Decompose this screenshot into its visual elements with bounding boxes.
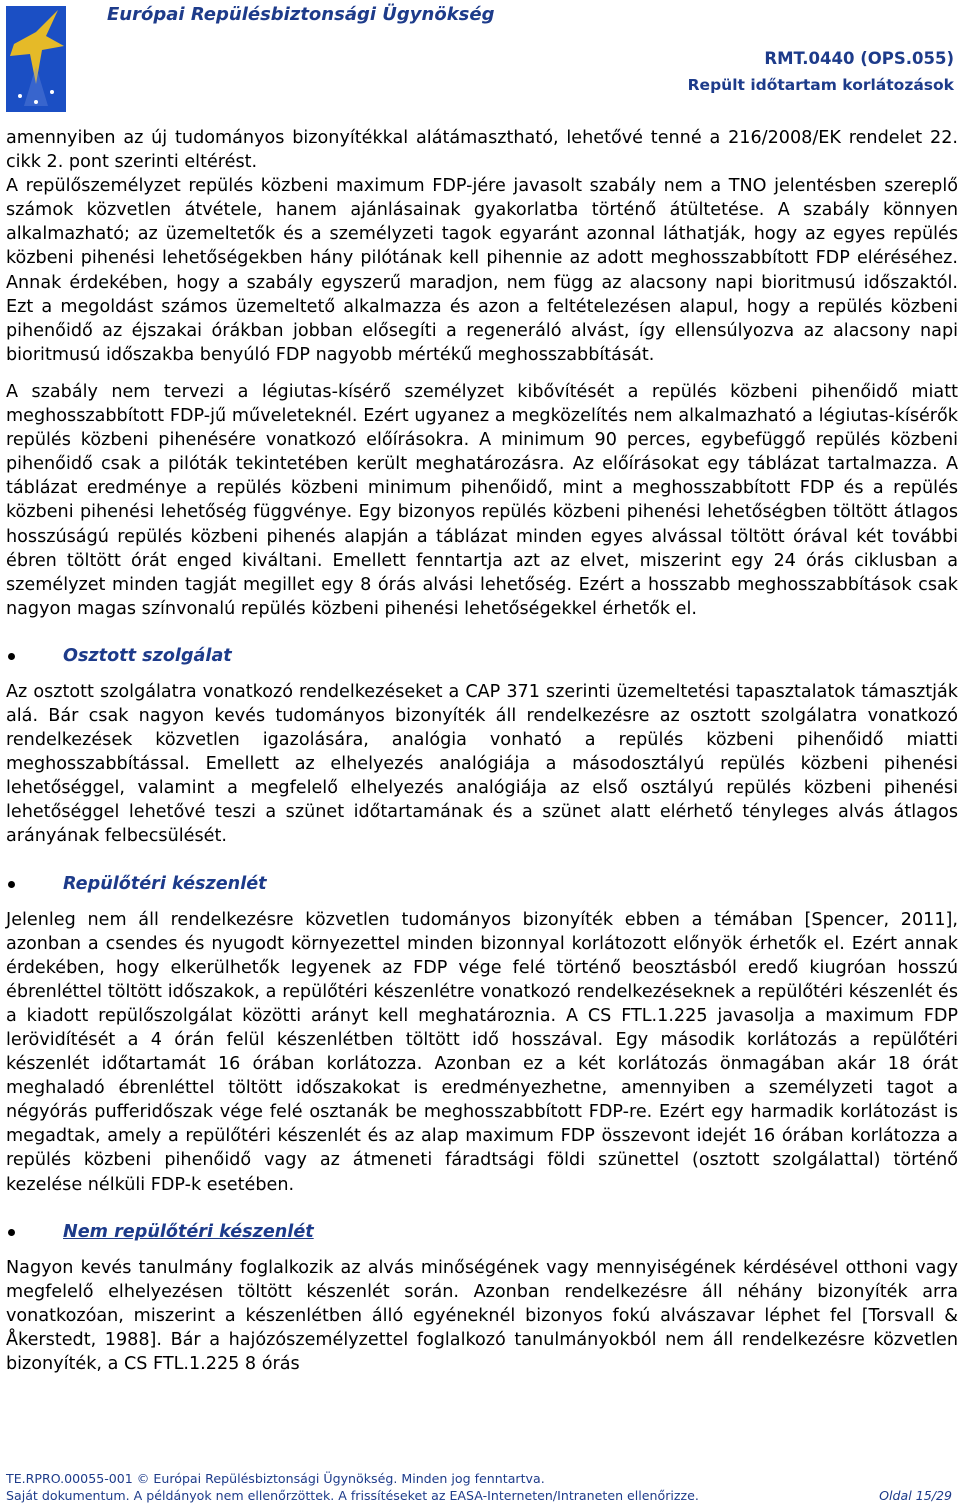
page-footer — [6, 1470, 952, 1504]
logo-star-icon — [6, 6, 66, 112]
document-subtitle: Repült időtartam korlátozások — [687, 76, 954, 94]
section-heading — [6, 872, 958, 896]
paragraph: A szabály nem tervezi a légiutas-kísérő személyzet kibővítését a repülés közbeni pihenőidő miatt meghosszabbított FDP-jű műveleteknél. Ezért ugyanez a megközelítés nem alkalmazható a légiutas-kísérők repülés közbeni pihenésére vonatkozó előírásokra. A minimum 90 perces, egybefüggő repülés közbeni pihenőidő csak a pilóták tekintetében került meghatározásra. Az előírásokat egy táblázat tartalmazza. A táblázat eredménye a repülés közbeni minimum pihenőidő, mint a meghosszabbított FDP és a repülés közbeni pihenési lehetőség függvénye. Egy bizonyos repülés közbeni pihenési lehetőségben töltött átlagos hosszúságú repülés közbeni pihenés alapján a táblázat minden egyes alvással töltött órával két további ébren töltött órát enged kiváltani. Emellett fenntartja azt az elvet, miszerint egy 24 órás ciklusban a személyzet minden tagját megillet egy 8 órás alvási lehetőség. Ezért a hosszabb meghosszabbítások csak nagyon magas színvonalú repülés közbeni pihenési lehetőségekkel érhetők el. — [6, 381, 958, 619]
bullet-icon — [8, 881, 15, 888]
bullet-icon — [8, 1229, 15, 1236]
page-number: Oldal 15/29 — [879, 1488, 952, 1503]
paragraph: amennyiben az új tudományos bizonyítékkal alátámasztható, lehetővé tenné a 216/2008/EK rendelet 22. cikk 2. pont szerinti eltérést. — [6, 128, 958, 173]
paragraph: Jelenleg nem áll rendelkezésre közvetlen tudományos bizonyíték ebben a témában [Spencer, 2011], azonban a csendes és nyugodt környezettel minden bizonnyal korlátozott előnyök érhetők el. Ezért annak érdekében, hogy elkerülhetők legyenek az FDP vége felé történő beosztásból eredő kiugróan hosszú ébrenléttel töltött időszakok, a repülőtéri készenlétre vonatkozó rendelkezéseknek a repülőtéri készenlét és a kiadott repülőszolgálat közötti arányt kell meghatározniа. A CS FTL.1.225 javasolja a maximum FDP lerövidítését a 4 órán felül készenlétben töltött idő hosszával. Egy második korlátozás a repülőtéri készenlét időtartamát 16 órában korlátozza. Azonban ez a két korlátozás önmagában akár 18 órát meghaladó ébrenléttel töltött időszakokat is eredményezhetne, amennyiben a személyzeti tagot a négyórás pufferidőszak vége felé osztanák be meghosszabbított FDP-re. Ezért egy harmadik korlátozást is megadtak, amely a repülőtéri készenlét és az alap maximum FDP összevont idejét 16 órában korlátozza a repülés közbeni pihenőidő vagy az átmeneti fáradtsági földi szünettel (osztott szolgálattal) történő kezelése nélküli FDP-k esetében. — [6, 909, 958, 1195]
section-heading — [6, 644, 958, 668]
section-heading-text: Osztott szolgálat — [63, 645, 232, 666]
section-heading-text: Nem repülőtéri készenlét — [63, 1221, 314, 1242]
document-code-prefix: RMT. — [764, 49, 809, 68]
copyright-line: TE.RPRO.00055-001 © Európai Repülésbiztonsági Ügynökség. Minden jog fenntartva. — [6, 1471, 545, 1486]
document-body — [6, 126, 958, 1376]
paragraph: Nagyon kevés tanulmány foglalkozik az alvás minőségének vagy mennyiségének kérdésével otthoni vagy megfelelő elhelyezésen töltött készenlét során. Azonban rendelkezésre áll néhány bizonyíték arra vonatkozóan, miszerint a készenlétben álló egyéneknél bizonyos fokú alvászavar léphet fel [Torsvall & Åkerstedt, 1988]. Bár a hajózószemélyzettel foglalkozó tanulmányokból nem áll rendelkezésre közvetlen bizonyíték, a CS FTL.1.225 8 órás — [6, 1257, 958, 1375]
disclaimer-text: Saját dokumentum. A példányok nem ellenőrzöttek. A frissítéseket az EASA-Interneten/Intraneten ellenőrizze. — [6, 1488, 699, 1503]
document-code-number: 0440 (OPS.055) — [808, 49, 954, 68]
paragraph: A repülőszemélyzet repülés közbeni maximum FDP-jére javasolt szabály nem a TNO jelentésben szereplő számok közvetlen átvétele, hanem ajánlásainak gyakorlatba történő átültetése. A szabály könnyen alkalmazható; az üzemeltetők és a személyzeti tagok egyaránt azonnal láthatják, hogy az egyes repülés közbeni pihenési lehetőségekben hány pilótának kell pihennie az adott meghosszabbított FDP eléréséhez. Annak érdekében, hogy a szabály egyszerű maradjon, nem függ az alacsony napi bioritmusú időszaktól. Ezt a megoldást számos üzemeltető alkalmazza és azon a feltételezésen alapul, hogy a repülés közbeni pihenőidő az éjszakai órákban jobban elősegíti a regeneráló alvást, így ellensúlyozva az alacsony napi bioritmusú időszakba benyúló FDP nagyobb mértékű meghosszabbítását. — [6, 176, 958, 365]
disclaimer-line — [6, 1487, 952, 1504]
document-code — [764, 49, 954, 68]
bullet-icon — [8, 653, 15, 660]
agency-name: Európai Repülésbiztonsági Ügynökség — [107, 4, 495, 25]
easa-logo — [6, 6, 66, 112]
section-heading-text: Repülőtéri készenlét — [63, 873, 267, 894]
section-heading — [6, 1220, 958, 1244]
paragraph: Az osztott szolgálatra vonatkozó rendelkezéseket a CAP 371 szerinti üzemeltetési tapasztalatok támasztják alá. Bár csak nagyon kevés tudományos bizonyíték áll rendelkezésre az osztott szolgálatra vonatkozó rendelkezések közvetlen igazolására, analógia vonható a repülés közbeni pihenőidő miatti meghosszabbítással. Emellett az elhelyezés analógiája a másodosztályú repülés közbeni pihenési lehetőséggel, valamint a megfelelő elhelyezés analógiája az első osztályú repülés közbeni pihenési lehetőséggel lehetővé teszi a szünet időtartamának és a szünet alatt elérhető tényleges alvás átlagos arányának felbecsülését. — [6, 681, 958, 847]
